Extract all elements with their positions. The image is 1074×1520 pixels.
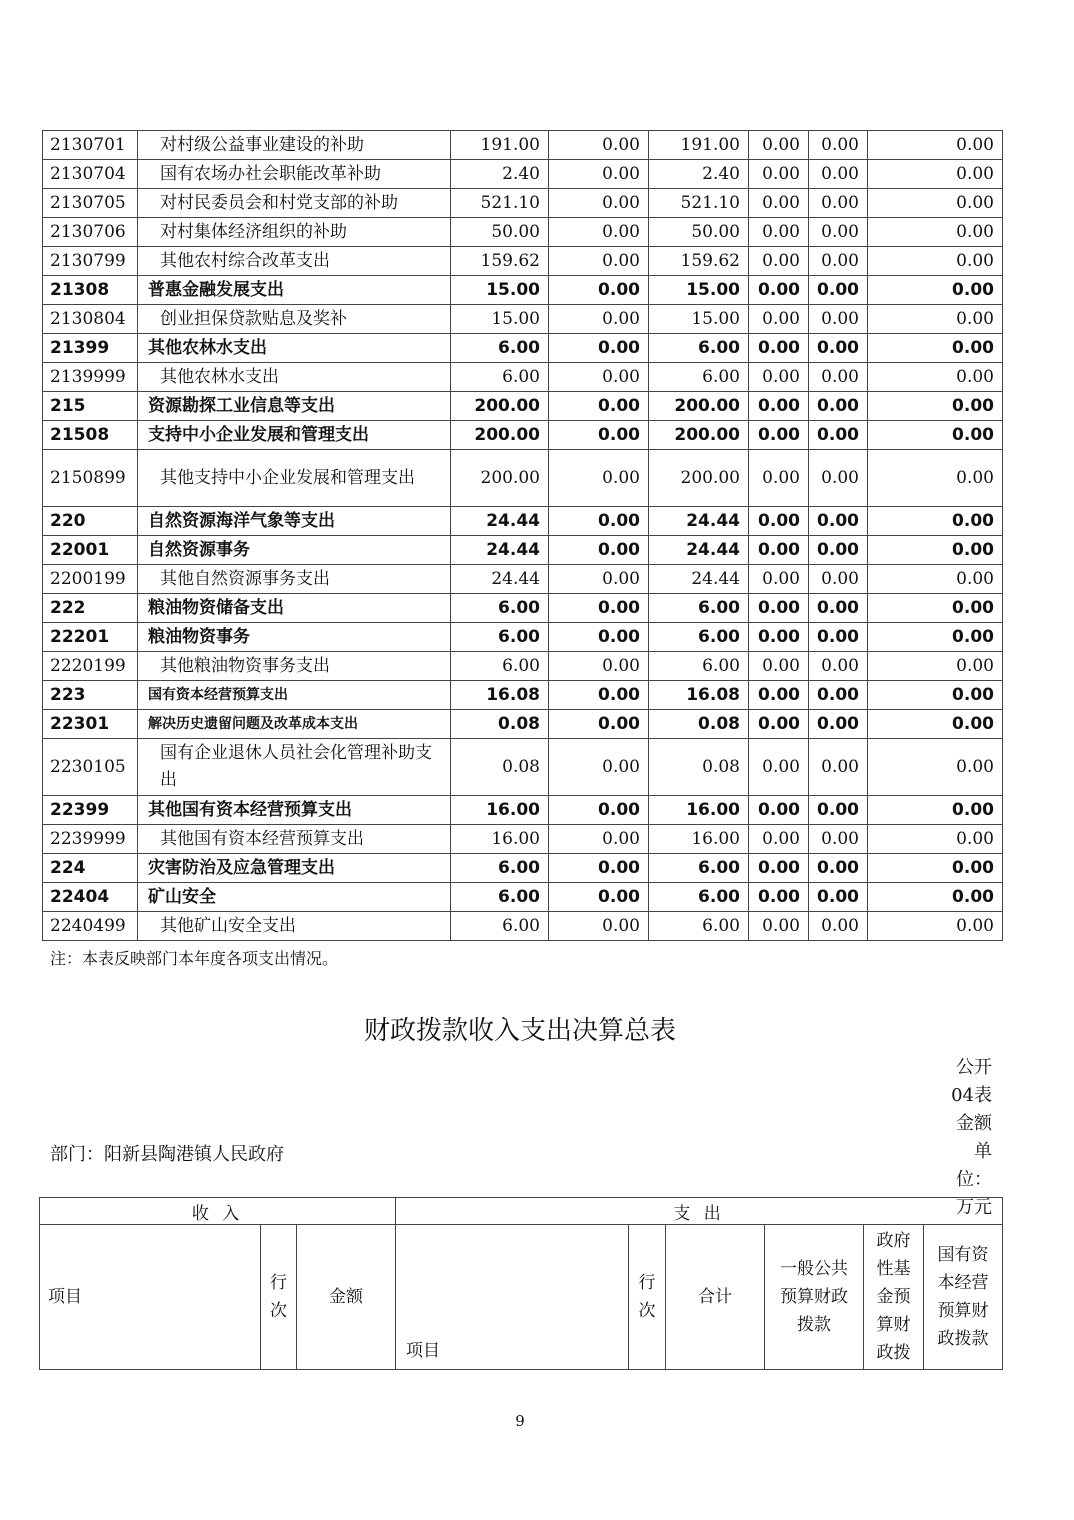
row-total: 24.44	[451, 507, 549, 536]
row-col5: 0.00	[809, 392, 868, 421]
row-col4: 0.00	[749, 334, 809, 363]
row-name: 自然资源海洋气象等支出	[138, 507, 451, 536]
row-col4: 0.00	[749, 594, 809, 623]
expense-detail-table	[42, 130, 1003, 941]
row-name: 对村级公益事业建设的补助	[138, 131, 451, 160]
row-col5: 0.00	[809, 825, 868, 854]
expense-section-header: 支 出	[396, 1198, 1003, 1225]
row-col4: 0.00	[749, 247, 809, 276]
row-code: 2130701	[43, 131, 138, 160]
row-col4: 0.00	[749, 681, 809, 710]
row-basic: 0.00	[549, 421, 649, 450]
row-total: 6.00	[451, 594, 549, 623]
table-row	[43, 160, 1003, 189]
row-col4: 0.00	[749, 883, 809, 912]
row-name: 灾害防治及应急管理支出	[138, 854, 451, 883]
row-col6: 0.00	[868, 247, 1003, 276]
row-col5: 0.00	[809, 247, 868, 276]
table-row	[43, 507, 1003, 536]
table-note: 注：本表反映部门本年度各项支出情况。	[50, 949, 339, 968]
row-code: 21399	[43, 334, 138, 363]
row-code: 22399	[43, 796, 138, 825]
row-project: 200.00	[649, 450, 749, 507]
row-name: 普惠金融发展支出	[138, 276, 451, 305]
row-name: 国有农场办社会职能改革补助	[138, 160, 451, 189]
table-row	[43, 912, 1003, 941]
row-col4: 0.00	[749, 507, 809, 536]
general-budget-header	[765, 1225, 864, 1370]
unit-label: 金额单位：万元	[956, 1113, 992, 1218]
row-col5: 0.00	[809, 710, 868, 739]
income-section-header: 收 入	[40, 1198, 396, 1225]
gov-fund-header	[864, 1225, 924, 1370]
row-name: 其他农林水支出	[138, 363, 451, 392]
row-name: 粮油物资事务	[138, 623, 451, 652]
row-name: 其他自然资源事务支出	[138, 565, 451, 594]
row-code: 21508	[43, 421, 138, 450]
row-name: 其他农村综合改革支出	[138, 247, 451, 276]
row-col4: 0.00	[749, 363, 809, 392]
expense-line-header	[629, 1225, 666, 1370]
row-name: 其他国有资本经营预算支出	[138, 825, 451, 854]
row-basic: 0.00	[549, 912, 649, 941]
row-total: 16.00	[451, 796, 549, 825]
row-col5: 0.00	[809, 160, 868, 189]
row-code: 2139999	[43, 363, 138, 392]
row-project: 15.00	[649, 305, 749, 334]
row-basic: 0.00	[549, 334, 649, 363]
row-project: 159.62	[649, 247, 749, 276]
row-col4: 0.00	[749, 189, 809, 218]
row-col6: 0.00	[868, 652, 1003, 681]
row-project: 50.00	[649, 218, 749, 247]
row-basic: 0.00	[549, 594, 649, 623]
row-col6: 0.00	[868, 421, 1003, 450]
row-project: 24.44	[649, 507, 749, 536]
row-code: 2239999	[43, 825, 138, 854]
row-name: 自然资源事务	[138, 536, 451, 565]
row-basic: 0.00	[549, 189, 649, 218]
table-row	[43, 305, 1003, 334]
table-row	[43, 594, 1003, 623]
row-code: 22404	[43, 883, 138, 912]
row-col6: 0.00	[868, 450, 1003, 507]
row-code: 224	[43, 854, 138, 883]
row-col4: 0.00	[749, 392, 809, 421]
row-project: 16.00	[649, 796, 749, 825]
row-name: 其他农林水支出	[138, 334, 451, 363]
table-row	[43, 710, 1003, 739]
row-col4: 0.00	[749, 710, 809, 739]
row-col4: 0.00	[749, 131, 809, 160]
row-code: 22201	[43, 623, 138, 652]
row-col5: 0.00	[809, 912, 868, 941]
row-total: 15.00	[451, 276, 549, 305]
table-row	[43, 883, 1003, 912]
row-code: 22001	[43, 536, 138, 565]
row-total: 191.00	[451, 131, 549, 160]
row-name: 其他矿山安全支出	[138, 912, 451, 941]
row-name: 矿山安全	[138, 883, 451, 912]
row-col6: 0.00	[868, 565, 1003, 594]
table-row	[43, 392, 1003, 421]
table-row	[43, 247, 1003, 276]
row-col5: 0.00	[809, 363, 868, 392]
row-code: 2130706	[43, 218, 138, 247]
row-col6: 0.00	[868, 710, 1003, 739]
gov-fund-text: 政府性基金预算财政拨	[876, 1231, 911, 1363]
page-number: 9	[515, 1412, 525, 1430]
row-total: 200.00	[451, 450, 549, 507]
row-name: 其他支持中小企业发展和管理支出	[138, 450, 451, 507]
table-row	[43, 825, 1003, 854]
table-row	[43, 623, 1003, 652]
row-basic: 0.00	[549, 450, 649, 507]
row-col5: 0.00	[809, 305, 868, 334]
row-col6: 0.00	[868, 334, 1003, 363]
row-col5: 0.00	[809, 334, 868, 363]
row-project: 0.08	[649, 710, 749, 739]
row-col6: 0.00	[868, 623, 1003, 652]
row-col6: 0.00	[868, 305, 1003, 334]
row-basic: 0.00	[549, 507, 649, 536]
row-name: 国有资本经营预算支出	[138, 681, 451, 710]
expense-line-text: 行次	[638, 1273, 656, 1321]
table-row	[43, 652, 1003, 681]
row-project: 6.00	[649, 363, 749, 392]
row-col4: 0.00	[749, 536, 809, 565]
row-code: 2150899	[43, 450, 138, 507]
row-col5: 0.00	[809, 421, 868, 450]
row-total: 50.00	[451, 218, 549, 247]
table-row	[43, 536, 1003, 565]
row-total: 0.08	[451, 710, 549, 739]
row-basic: 0.00	[549, 825, 649, 854]
row-col4: 0.00	[749, 305, 809, 334]
row-col5: 0.00	[809, 565, 868, 594]
row-col4: 0.00	[749, 421, 809, 450]
table-row	[43, 681, 1003, 710]
row-total: 24.44	[451, 536, 549, 565]
row-col5: 0.00	[809, 536, 868, 565]
row-col5: 0.00	[809, 681, 868, 710]
table-row	[43, 189, 1003, 218]
row-total: 6.00	[451, 912, 549, 941]
row-col6: 0.00	[868, 189, 1003, 218]
general-budget-text: 一般公共预算财政拨款	[780, 1259, 849, 1335]
summary-header-table	[39, 1197, 1003, 1370]
row-basic: 0.00	[549, 796, 649, 825]
row-name: 其他粮油物资事务支出	[138, 652, 451, 681]
row-col5: 0.00	[809, 854, 868, 883]
row-col5: 0.00	[809, 131, 868, 160]
row-project: 2.40	[649, 160, 749, 189]
row-basic: 0.00	[549, 305, 649, 334]
row-col6: 0.00	[868, 883, 1003, 912]
row-basic: 0.00	[549, 883, 649, 912]
row-col6: 0.00	[868, 363, 1003, 392]
row-col6: 0.00	[868, 825, 1003, 854]
expense-table-body	[43, 131, 1003, 941]
row-col6: 0.00	[868, 392, 1003, 421]
income-amount-header: 金额	[297, 1225, 396, 1370]
row-col5: 0.00	[809, 652, 868, 681]
row-col6: 0.00	[868, 131, 1003, 160]
row-col6: 0.00	[868, 507, 1003, 536]
row-project: 6.00	[649, 912, 749, 941]
table-row	[43, 450, 1003, 507]
row-code: 2130804	[43, 305, 138, 334]
row-total: 15.00	[451, 305, 549, 334]
row-col5: 0.00	[809, 623, 868, 652]
row-code: 222	[43, 594, 138, 623]
row-total: 6.00	[451, 883, 549, 912]
row-code: 2130704	[43, 160, 138, 189]
row-code: 2230105	[43, 739, 138, 796]
row-total: 24.44	[451, 565, 549, 594]
row-total: 6.00	[451, 854, 549, 883]
row-project: 6.00	[649, 854, 749, 883]
row-total: 16.08	[451, 681, 549, 710]
row-name: 支持中小企业发展和管理支出	[138, 421, 451, 450]
row-code: 21308	[43, 276, 138, 305]
row-col6: 0.00	[868, 536, 1003, 565]
row-col4: 0.00	[749, 796, 809, 825]
row-col6: 0.00	[868, 796, 1003, 825]
row-col5: 0.00	[809, 218, 868, 247]
row-name: 解决历史遗留问题及改革成本支出	[138, 710, 451, 739]
row-name: 粮油物资储备支出	[138, 594, 451, 623]
row-col4: 0.00	[749, 450, 809, 507]
row-total: 6.00	[451, 334, 549, 363]
row-col4: 0.00	[749, 854, 809, 883]
row-project: 6.00	[649, 334, 749, 363]
row-total: 521.10	[451, 189, 549, 218]
expense-total-header: 合计	[666, 1225, 765, 1370]
row-col6: 0.00	[868, 912, 1003, 941]
row-project: 6.00	[649, 623, 749, 652]
row-basic: 0.00	[549, 276, 649, 305]
row-total: 200.00	[451, 421, 549, 450]
expense-item-header: 项目	[396, 1225, 629, 1370]
row-col6: 0.00	[868, 218, 1003, 247]
row-total: 200.00	[451, 392, 549, 421]
row-col4: 0.00	[749, 160, 809, 189]
row-project: 16.00	[649, 825, 749, 854]
row-code: 223	[43, 681, 138, 710]
row-total: 6.00	[451, 623, 549, 652]
table-row	[43, 565, 1003, 594]
table-code-label: 公开04表	[951, 1057, 992, 1106]
table-row	[43, 739, 1003, 796]
state-capital-header	[924, 1225, 1003, 1370]
row-col4: 0.00	[749, 565, 809, 594]
row-col5: 0.00	[809, 450, 868, 507]
row-project: 24.44	[649, 536, 749, 565]
row-code: 220	[43, 507, 138, 536]
row-basic: 0.00	[549, 247, 649, 276]
department-label: 部门：阳新县陶港镇人民政府	[50, 1144, 284, 1165]
state-capital-text: 国有资本经营预算财政拨款	[937, 1245, 989, 1349]
row-col4: 0.00	[749, 825, 809, 854]
row-col5: 0.00	[809, 507, 868, 536]
row-col4: 0.00	[749, 739, 809, 796]
row-col4: 0.00	[749, 652, 809, 681]
row-name: 对村民委员会和村党支部的补助	[138, 189, 451, 218]
row-total: 0.08	[451, 739, 549, 796]
row-project: 200.00	[649, 421, 749, 450]
table-row	[43, 421, 1003, 450]
row-basic: 0.00	[549, 739, 649, 796]
row-code: 215	[43, 392, 138, 421]
row-name: 其他国有资本经营预算支出	[138, 796, 451, 825]
row-total: 16.00	[451, 825, 549, 854]
table-row	[43, 218, 1003, 247]
row-basic: 0.00	[549, 131, 649, 160]
table-row	[43, 796, 1003, 825]
row-project: 6.00	[649, 883, 749, 912]
row-col5: 0.00	[809, 739, 868, 796]
row-col6: 0.00	[868, 594, 1003, 623]
row-col5: 0.00	[809, 594, 868, 623]
row-col5: 0.00	[809, 189, 868, 218]
row-basic: 0.00	[549, 363, 649, 392]
row-col4: 0.00	[749, 276, 809, 305]
table-row	[43, 276, 1003, 305]
row-basic: 0.00	[549, 565, 649, 594]
table-row	[43, 334, 1003, 363]
row-code: 2200199	[43, 565, 138, 594]
row-col5: 0.00	[809, 276, 868, 305]
row-col5: 0.00	[809, 796, 868, 825]
row-project: 6.00	[649, 652, 749, 681]
row-name: 对村集体经济组织的补助	[138, 218, 451, 247]
row-col6: 0.00	[868, 854, 1003, 883]
row-col6: 0.00	[868, 276, 1003, 305]
row-name: 资源勘探工业信息等支出	[138, 392, 451, 421]
row-col6: 0.00	[868, 681, 1003, 710]
row-code: 2130799	[43, 247, 138, 276]
row-code: 2130705	[43, 189, 138, 218]
row-total: 2.40	[451, 160, 549, 189]
row-project: 191.00	[649, 131, 749, 160]
row-basic: 0.00	[549, 681, 649, 710]
row-basic: 0.00	[549, 652, 649, 681]
row-col5: 0.00	[809, 883, 868, 912]
row-project: 200.00	[649, 392, 749, 421]
table-row	[43, 131, 1003, 160]
row-project: 24.44	[649, 565, 749, 594]
income-line-header	[261, 1225, 297, 1370]
row-total: 159.62	[451, 247, 549, 276]
row-project: 6.00	[649, 594, 749, 623]
row-col6: 0.00	[868, 160, 1003, 189]
row-name: 国有企业退休人员社会化管理补助支出	[138, 739, 451, 796]
row-project: 0.08	[649, 739, 749, 796]
row-total: 6.00	[451, 652, 549, 681]
row-basic: 0.00	[549, 536, 649, 565]
row-col4: 0.00	[749, 912, 809, 941]
table-row	[43, 363, 1003, 392]
income-line-text: 行次	[270, 1273, 287, 1321]
row-basic: 0.00	[549, 160, 649, 189]
row-col4: 0.00	[749, 218, 809, 247]
row-basic: 0.00	[549, 218, 649, 247]
row-code: 2240499	[43, 912, 138, 941]
row-code: 22301	[43, 710, 138, 739]
row-basic: 0.00	[549, 710, 649, 739]
income-item-header: 项目	[40, 1225, 261, 1370]
row-project: 15.00	[649, 276, 749, 305]
row-col6: 0.00	[868, 739, 1003, 796]
row-name: 创业担保贷款贴息及奖补	[138, 305, 451, 334]
row-basic: 0.00	[549, 392, 649, 421]
table-row	[43, 854, 1003, 883]
row-code: 2220199	[43, 652, 138, 681]
row-project: 521.10	[649, 189, 749, 218]
row-total: 6.00	[451, 363, 549, 392]
row-basic: 0.00	[549, 623, 649, 652]
row-col4: 0.00	[749, 623, 809, 652]
row-project: 16.08	[649, 681, 749, 710]
page-title: 财政拨款收入支出决算总表	[363, 1016, 676, 1046]
row-basic: 0.00	[549, 854, 649, 883]
